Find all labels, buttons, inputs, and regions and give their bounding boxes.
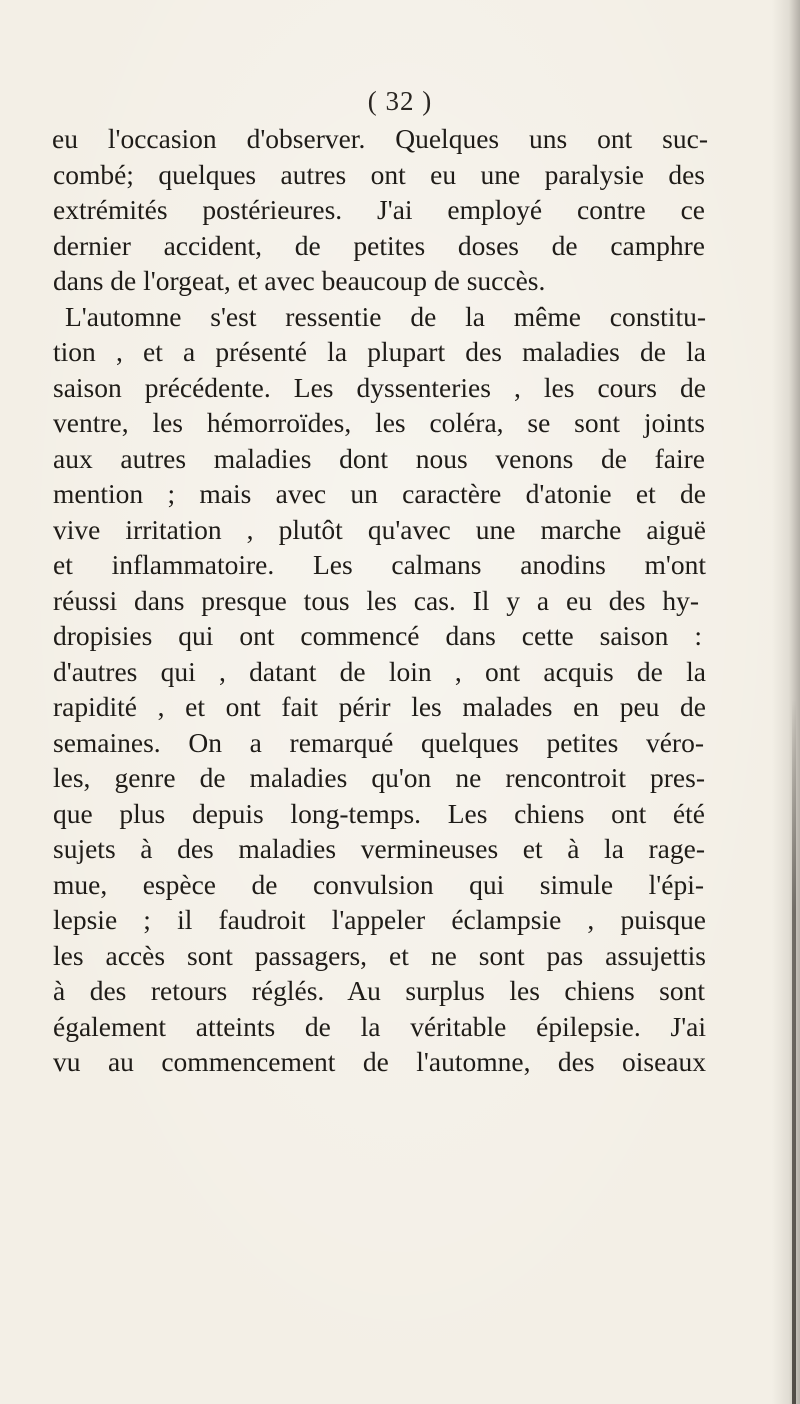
text-line: ventre, les hémorroïdes, les coléra, se sont joints: [53, 407, 705, 438]
text-line: d'autres qui , datant de loin , ont acquis de la: [53, 655, 706, 687]
text-line: extrémités postérieures. J'ai employé contre ce: [53, 194, 705, 225]
text-line: à des retours réglés. Au surplus les chiens sont: [53, 975, 705, 1006]
text-line: et inflammatoire. Les calmans anodins m'ont: [53, 549, 706, 580]
text-line: semaines. On a remarqué quelques petites véro-: [53, 726, 704, 758]
text-line: dernier accident, de petites doses de camphre: [53, 229, 705, 261]
text-line: les accès sont passagers, et ne sont pas assujettis: [53, 939, 706, 971]
text-line: lepsie ; il faudroit l'appeler éclampsie , puisque: [53, 904, 706, 935]
text-line: dans de l'orgeat, et avec beaucoup de succès.: [53, 265, 546, 296]
text-line: dropisies qui ont commencé dans cette saison :: [53, 620, 702, 651]
text-line: aux autres maladies dont nous venons de faire: [53, 442, 705, 474]
text-line: L'automne s'est ressentie de la même constitu-: [65, 300, 706, 332]
text-line: tion , et a présenté la plupart des maladies de la: [53, 336, 706, 367]
text-line: également atteints de la véritable épilepsie. J'ai: [53, 1010, 706, 1042]
text-line: rapidité , et ont fait périr les malades en peu de: [53, 691, 706, 722]
text-line: vive irritation , plutôt qu'avec une marche aiguë: [53, 513, 706, 545]
page-number: ( 32 ): [367, 86, 433, 116]
text-line: que plus depuis long-temps. Les chiens ont été: [53, 797, 705, 829]
text-line: vu au commencement de l'automne, des oiseaux: [53, 1046, 706, 1077]
text-line: saison précédente. Les dyssenteries , les cours de: [53, 371, 706, 403]
text-line: eu l'occasion d'observer. Quelques uns ont suc-: [52, 123, 708, 154]
text-line: sujets à des maladies vermineuses et à la rage-: [53, 833, 705, 864]
text-line: réussi dans presque tous les cas. Il y a eu des hy-: [53, 584, 699, 616]
text-line: mue, espèce de convulsion qui simule l'épi-: [53, 868, 704, 900]
text-line: combé; quelques autres ont eu une paralysie des: [53, 158, 705, 190]
text-line: mention ; mais avec un caractère d'atonie et de: [53, 478, 706, 509]
page-edge-binding: [792, 700, 796, 1404]
text-line: les, genre de maladies qu'on ne rencontroit pres-: [53, 762, 705, 793]
